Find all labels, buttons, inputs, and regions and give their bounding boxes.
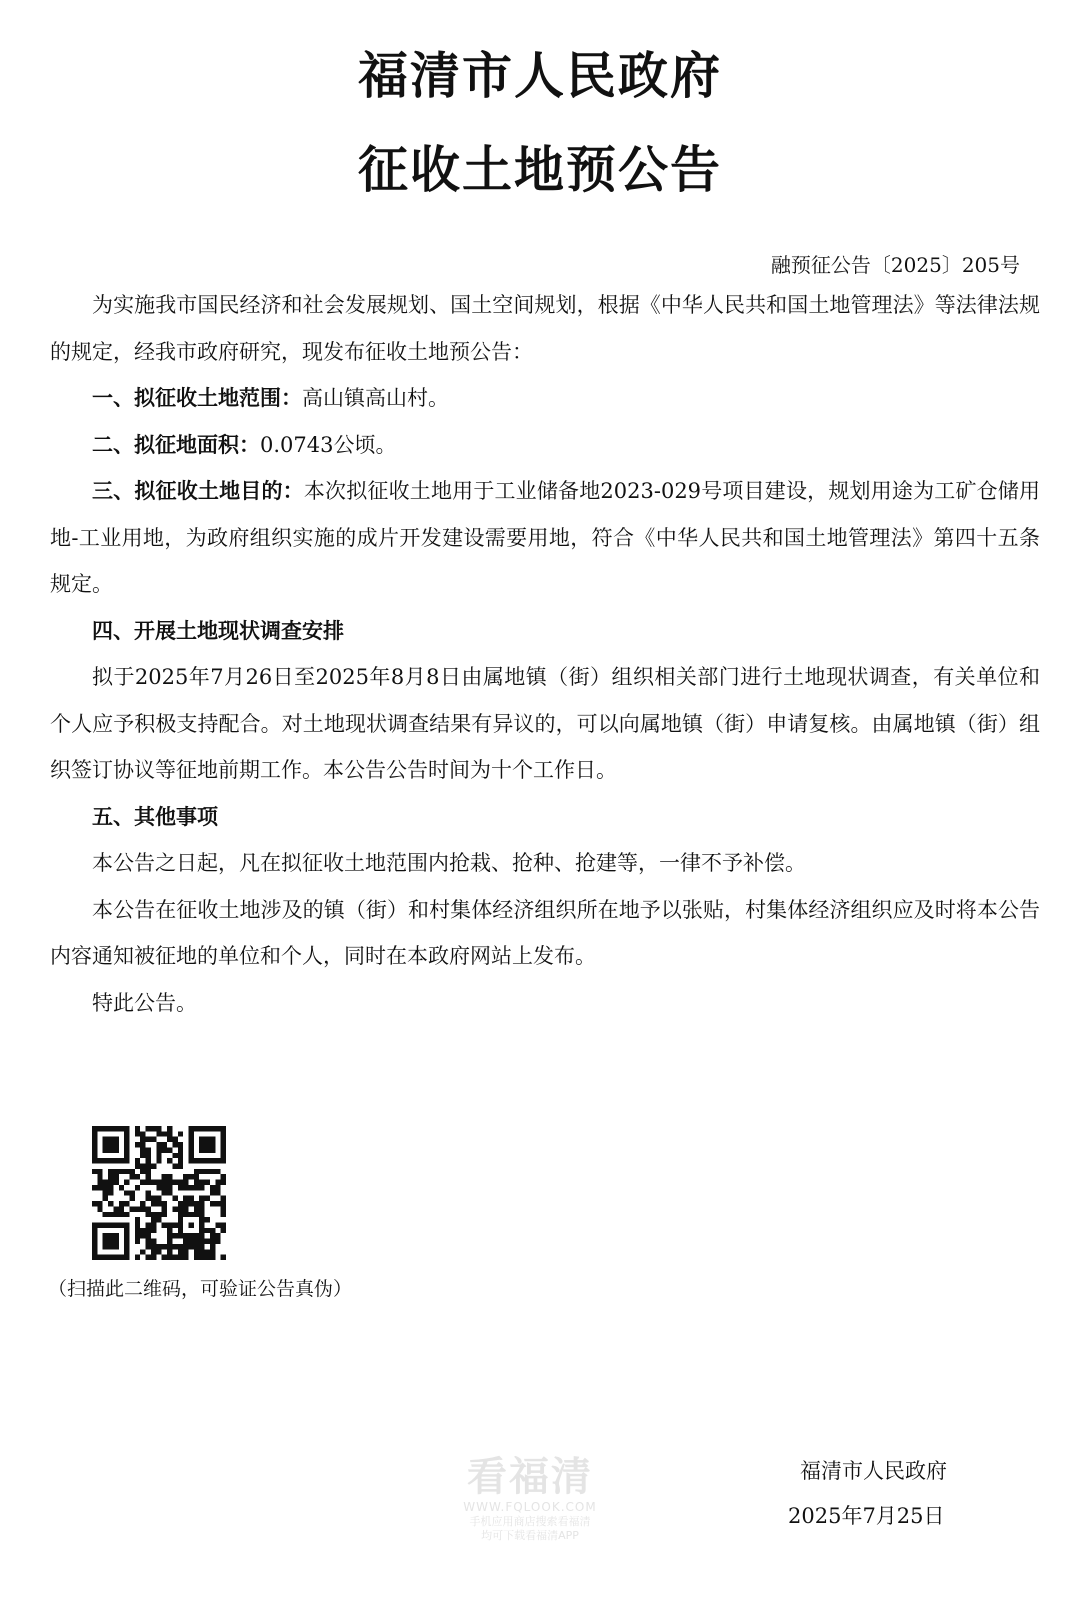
- watermark-line-2: 均可下载看福清APP: [481, 1529, 579, 1542]
- intro-paragraph: 为实施我市国民经济和社会发展规划、国土空间规划，根据《中华人民共和国土地管理法》等法律法规的规定，经我市政府研究，现发布征收土地预公告：: [50, 293, 1040, 364]
- qr-caption: （扫描此二维码，可验证公告真伪）: [48, 1278, 353, 1300]
- watermark-url: WWW.FQLOOK.COM: [463, 1500, 597, 1514]
- section-other-text-1: 本公告之日起，凡在拟征收土地范围内抢栽、抢种、抢建等，一律不予补偿。: [92, 851, 806, 875]
- section-area: [50, 422, 1040, 469]
- issue-date: 2025年7月25日: [788, 1504, 945, 1528]
- section-other-text-2: 本公告在征收土地涉及的镇（街）和村集体经济组织所在地予以张贴，村集体经济组织应及时将本公告内容通知被征地的单位和个人，同时在本政府网站上发布。: [50, 897, 1040, 968]
- qr-code-icon[interactable]: [92, 1126, 226, 1260]
- section-scope: [50, 375, 1040, 422]
- section-area-value: 0.0743公顷。: [260, 432, 397, 457]
- section-purpose-label: 三、拟征收土地目的：: [92, 478, 304, 503]
- announcement-body: [50, 282, 1040, 1026]
- section-scope-value: 高山镇高山村。: [302, 386, 449, 410]
- section-purpose: [50, 468, 1040, 608]
- section-survey-heading: 四、开展土地现状调查安排: [92, 617, 344, 643]
- section-area-label: 二、拟征地面积：: [92, 431, 260, 457]
- section-scope-label: 一、拟征收土地范围：: [92, 385, 302, 410]
- closing-text: 特此公告。: [92, 990, 197, 1015]
- page-subtitle: 征收土地预公告: [358, 140, 722, 199]
- watermark-brand: 看福清: [467, 1454, 593, 1500]
- watermark-line-1: 手机应用商店搜索看福清: [469, 1515, 591, 1528]
- watermark: [455, 1455, 605, 1543]
- section-other-heading: 五、其他事项: [92, 803, 218, 829]
- page-title: 福清市人民政府: [358, 46, 722, 105]
- issuer-signature: 福清市人民政府: [800, 1459, 947, 1483]
- document-number: 融预征公告〔2025〕205号: [770, 253, 1020, 277]
- section-purpose-value: 本次拟征收土地用于工业储备地2023-029号项目建设，规划用途为工矿仓储用地-工业用地，为政府组织实施的成片开发建设需要用地，符合《中华人民共和国土地管理法》第四十五条规定。: [50, 479, 1040, 596]
- section-survey-text: 拟于2025年7月26日至2025年8月8日由属地镇（街）组织相关部门进行土地现状调查，有关单位和个人应予积极支持配合。对土地现状调查结果有异议的，可以向属地镇（街）申请复核。由属地镇（街）组织签订协议等征地前期工作。本公告公告时间为十个工作日。: [50, 665, 1040, 782]
